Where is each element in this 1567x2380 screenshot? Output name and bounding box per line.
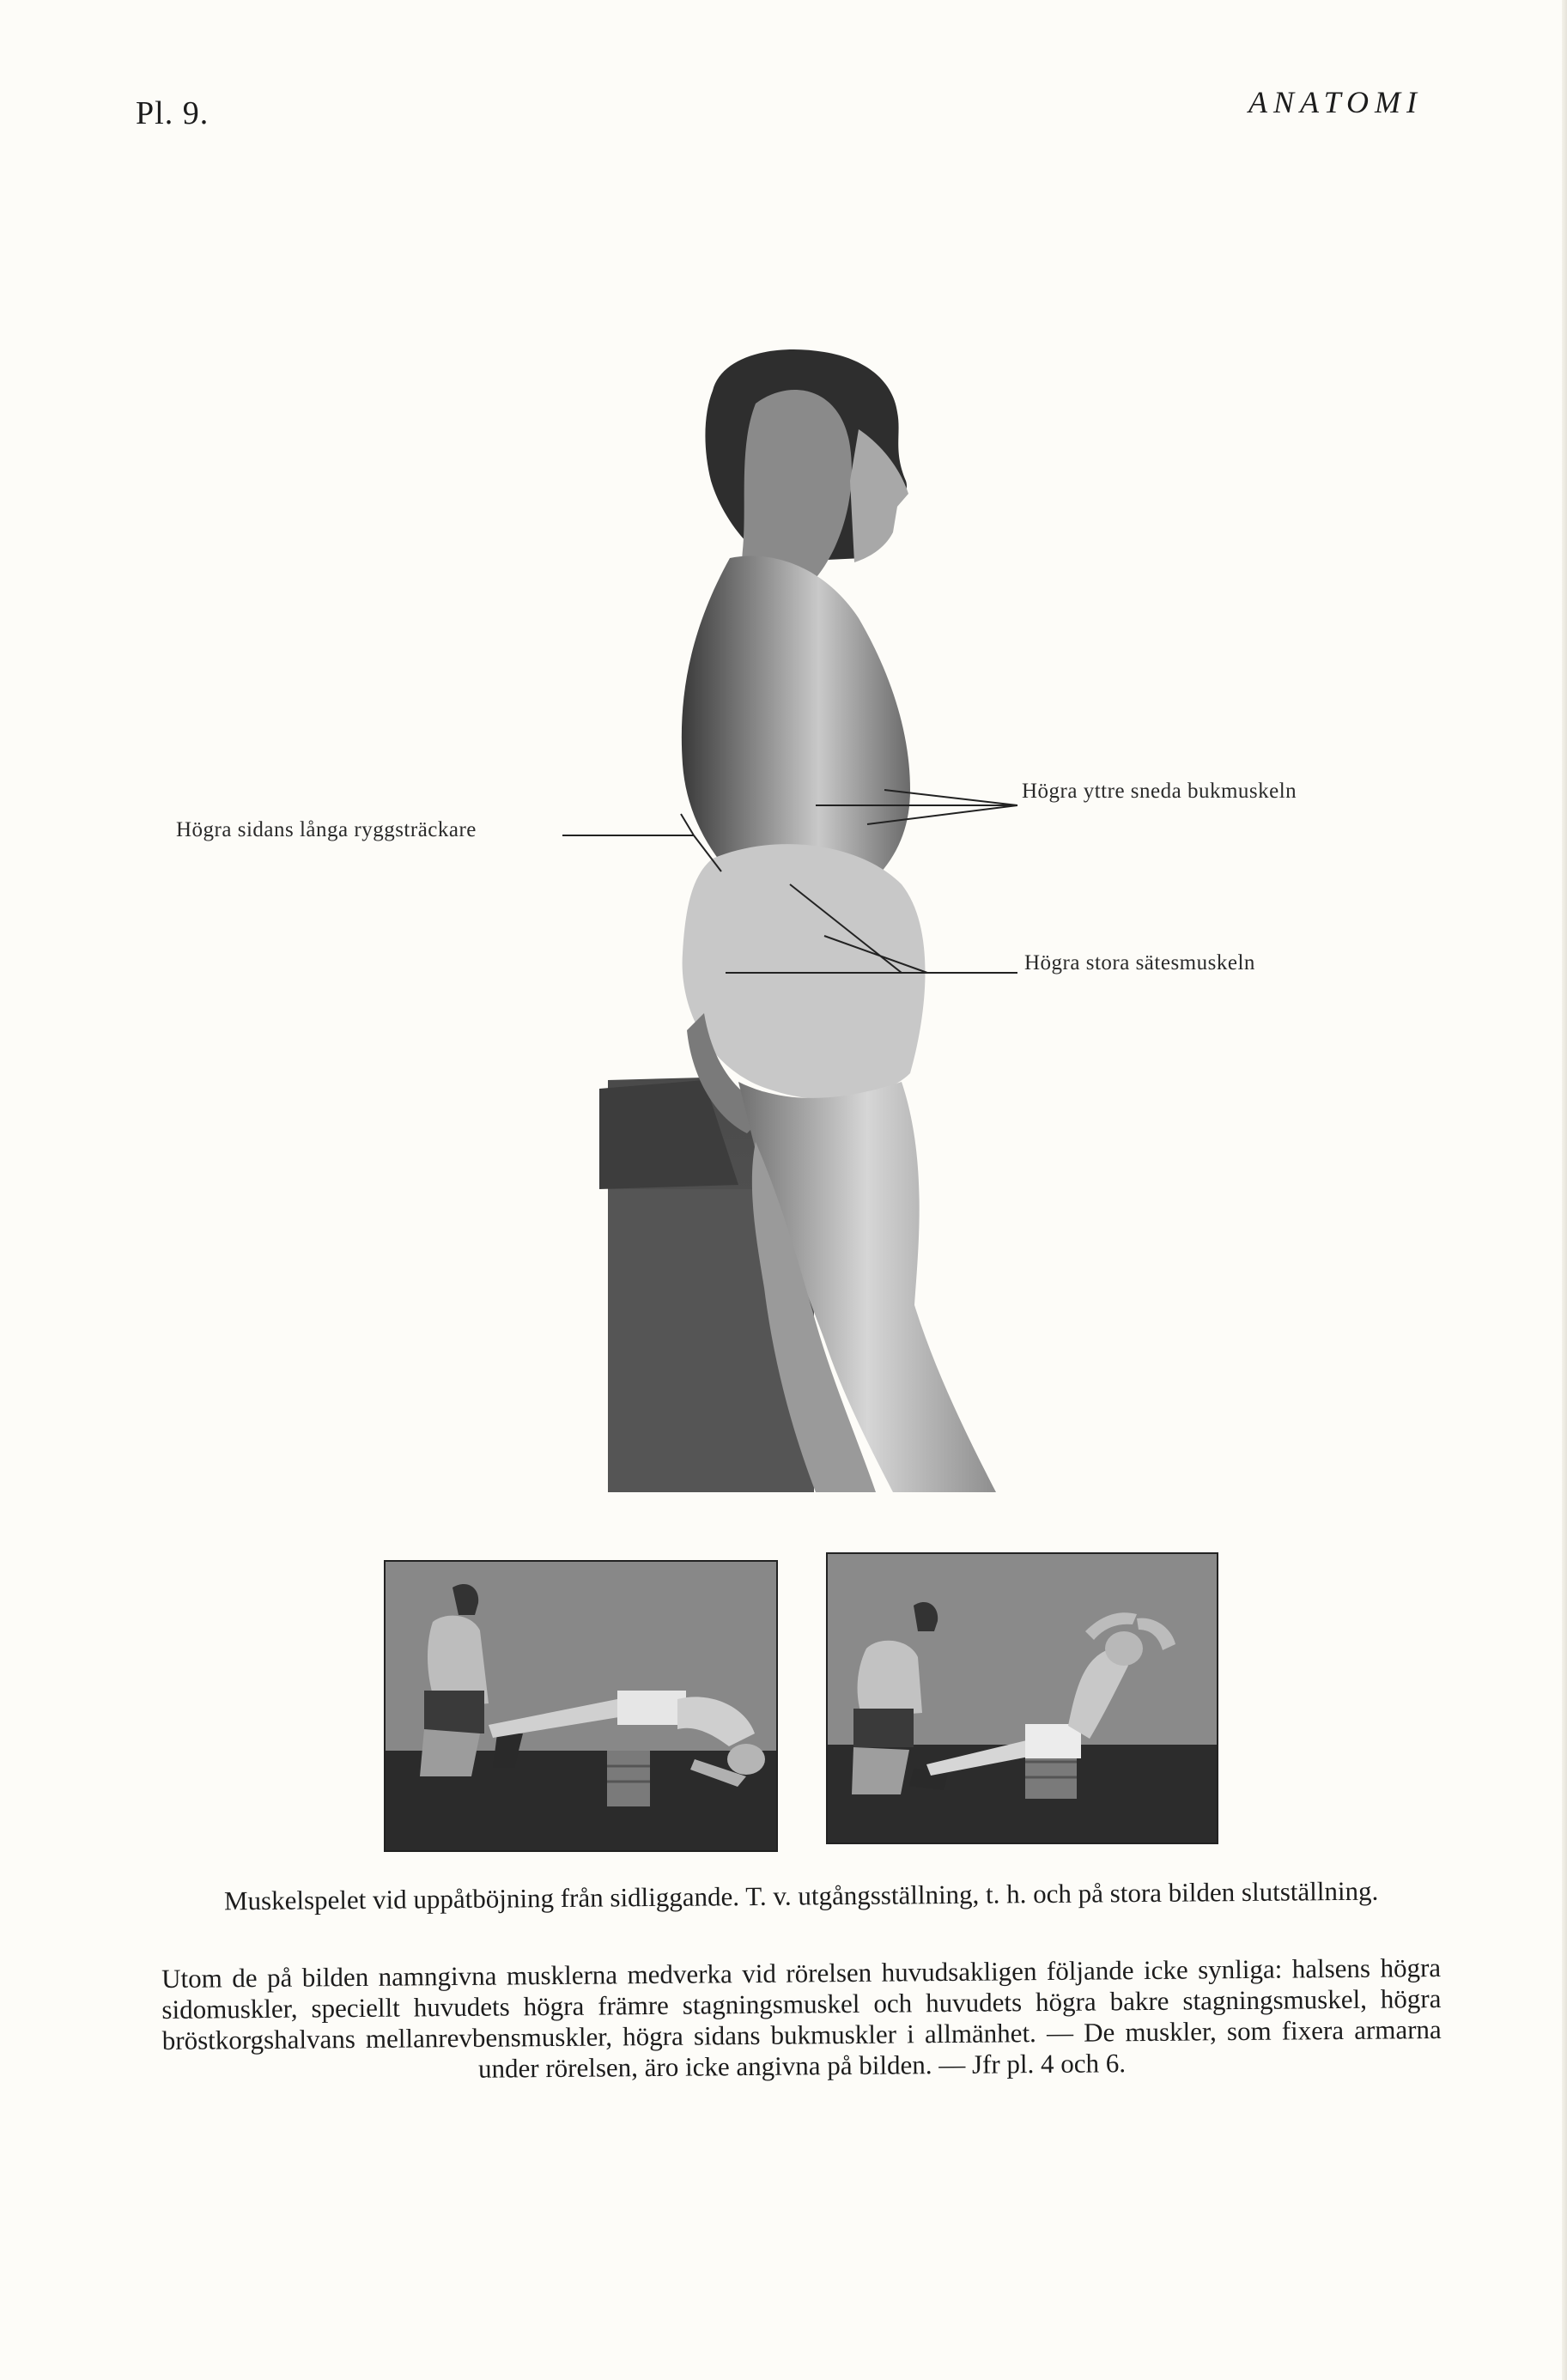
plate-number: Pl. 9.: [136, 95, 210, 131]
label-gluteus-maximus: Högra stora sätesmuskeln: [1024, 951, 1255, 974]
running-title: ANATOMI: [1248, 85, 1423, 119]
label-external-oblique: Högra yttre sneda bukmuskeln: [1022, 780, 1297, 803]
photo-starting-position: [384, 1560, 778, 1852]
label-back-extensor: Högra sidans långa ryggsträckare: [176, 818, 477, 841]
photo-final-position: [826, 1552, 1218, 1844]
caption-body-text: Utom de på bilden namngivna musklerna medverka vid rörelsen huvudsakligen följande icke synliga: halsens högra sidomuskler, speciellt huvudets högra främre stagningsmuskel och huvudets högra bakre stagningsmuskel, högra bröstkorgshalvans mellanrevbensmuskler, högra sidans bukmuskler i allmänhet. — De muskler, som fixera armarna under rörelsen, äro icke angivna på bilden. — Jfr pl. 4 och 6.: [161, 1952, 1442, 2084]
figure-caption: Muskelspelet vid uppåtböjning från sidliggande. T. v. utgångsställning, t. h. och på stora bilden slutställning.: [223, 1875, 1379, 1916]
